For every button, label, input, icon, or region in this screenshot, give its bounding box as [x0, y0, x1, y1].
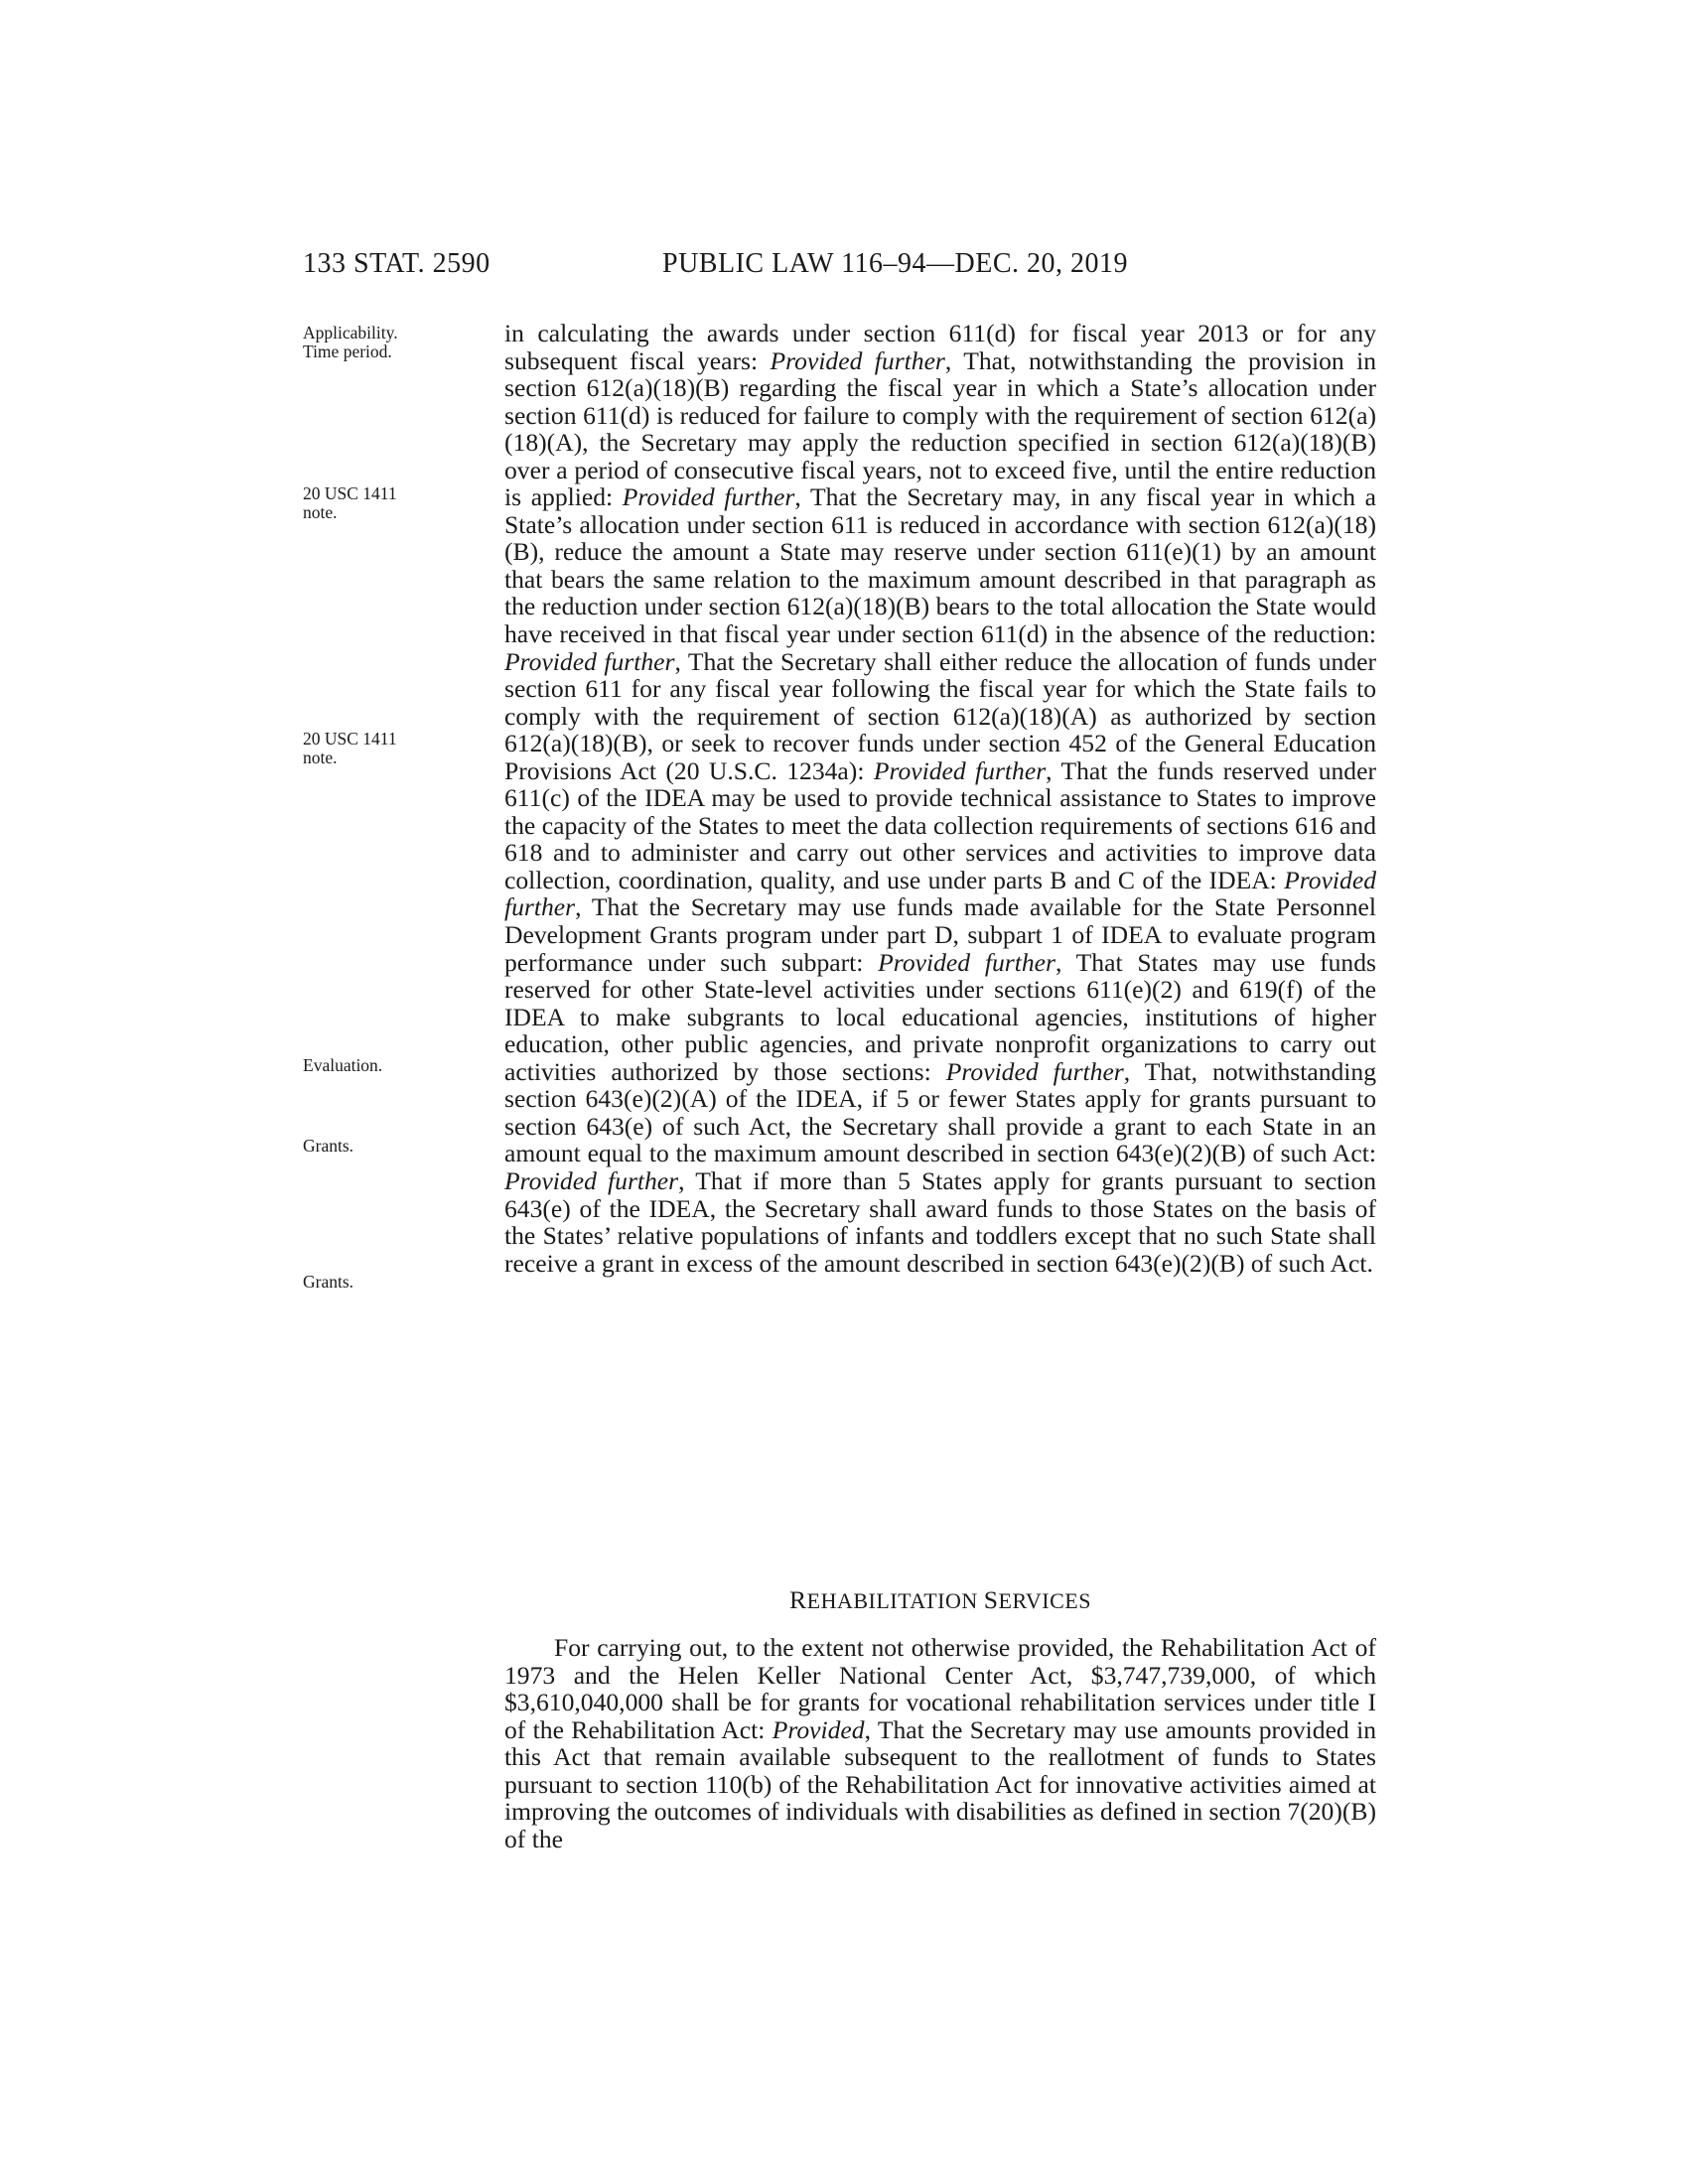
- rehabilitation-body-text: [504, 1634, 1376, 1852]
- provided-further: Provided further: [504, 865, 1376, 922]
- provided-further: Provided further: [770, 345, 945, 375]
- provided-further: Provided further: [622, 482, 795, 512]
- margin-note-usc-2: 20 USC 1411 note.: [303, 729, 397, 767]
- margin-note-grants-1: Grants.: [303, 1136, 354, 1156]
- body-paragraph: in calculating the awards under section 611(d) for fiscal year 2013 or for any subsequent fiscal years: Provided further, That, notwithstanding the provision in section 612(a)(18)(B) regarding the fiscal year in which a State’s allocation under section 611(d) is reduced for failure to comply with the requirement of section 612(a)(18)(A), the Secretary may apply the reduction specified in section 612(a)(18)(B) over a period of consecutive fiscal years, not to exceed five, until the entire reduction is applied: Provided further, That the Secretary may, in any fiscal year in which a State’s allocation under section 611 is reduced in accordance with section 612(a)(18)(B), reduce the amount a State may reserve under section 611(e)(1) by an amount that bears the same relation to the maximum amount described in that paragraph as the reduction under section 612(a)(18)(B) bears to the total allocation the State would have received in that fiscal year under section 611(d) in the absence of the reduction: Provided further, That the Secretary shall either reduce the allocation of funds under section 611 for any fiscal year following the fiscal year for which the State fails to comply with the requirement of section 612(a)(18)(A) as authorized by section 612(a)(18)(B), or seek to recover funds under section 452 of the General Education Provisions Act (20 U.S.C. 1234a): Provided further, That the funds reserved under 611(c) of the IDEA may be used to provide technical assistance to States to improve the capacity of the States to meet the data collection requirements of sections 616 and 618 and to administer and carry out other services and activities to improve data collection, coordination, quality, and use under parts B and C of the IDEA: Provided further, That the Secretary may use funds made available for the State Personnel Development Grants program under part D, subpart 1 of IDEA to evaluate program performance under such subpart: Provided further, That States may use funds reserved for other State-level activities under sections 611(e)(2) and 619(f) of the IDEA to make subgrants to local educational agencies, institutions of higher education, other public agencies, and private nonprofit organizations to carry out activities authorized by those sections: Provided further, That, notwithstanding section 643(e)(2)(A) of the IDEA, if 5 or fewer States apply for grants pursuant to section 643(e) of such Act, the Secretary shall provide a grant to each State in an amount equal to the maximum amount described in section 643(e)(2)(B) of such Act: Provided further, That if more than 5 States apply for grants pursuant to section 643(e) of the IDEA, the Secretary shall award funds to those States on the basis of the States’ relative populations of infants and toddlers except that no such State shall receive a grant in excess of the amount described in section 643(e)(2)(B) of such Act.: [504, 319, 1377, 1278]
- provided-further: Provided further: [873, 755, 1047, 785]
- provided: Provided: [772, 1714, 865, 1744]
- margin-note-applicability: Applicability. Time period.: [303, 323, 398, 361]
- margin-note-usc-1: 20 USC 1411 note.: [303, 483, 397, 522]
- main-body-text: [504, 320, 1376, 1277]
- provided-further: Provided further: [878, 947, 1055, 977]
- statute-page-number: 133 STAT. 2590: [303, 248, 491, 279]
- body-paragraph: For carrying out, to the extent not otherwise provided, the Rehabilitation Act of 1973 and the Helen Keller National Center Act, $3,747,739,000, of which $3,610,040,000 shall be for grants for vocational rehabilitation services under title I of the Rehabilitation Act: Provided, That the Secretary may use amounts provided in this Act that remain available subsequent to the reallotment of funds to States pursuant to section 110(b) of the Rehabilitation Act for innovative activities aimed at improving the outcomes of individuals with disabilities as defined in section 7(20)(B) of the: [504, 1633, 1376, 1853]
- provided-further: Provided further: [504, 1165, 679, 1195]
- law-title-date: PUBLIC LAW 116–94—DEC. 20, 2019: [662, 248, 1129, 279]
- margin-note-grants-2: Grants.: [303, 1272, 354, 1292]
- running-header: [303, 248, 1375, 288]
- provided-further: Provided further: [945, 1056, 1124, 1086]
- margin-note-evaluation: Evaluation.: [303, 1055, 383, 1075]
- provided-further: Provided further: [504, 646, 675, 676]
- section-heading-rehabilitation-services: REHABILITATION SERVICES: [789, 1585, 1091, 1614]
